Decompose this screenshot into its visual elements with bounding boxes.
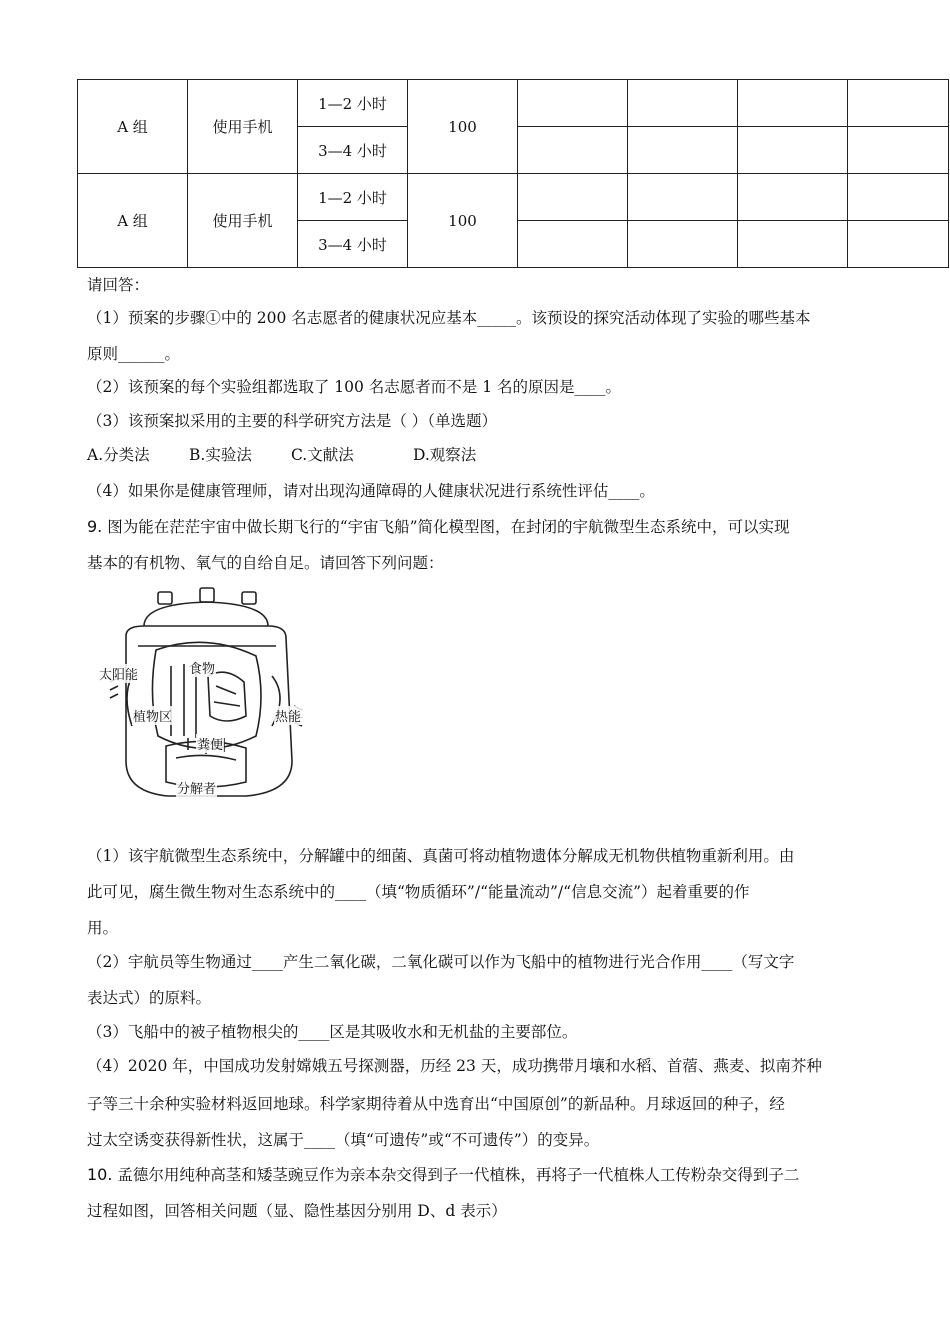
q8-part1-line1: （1）预案的步骤①中的 200 名志愿者的健康状况应基本_____。该预设的探究活动体现了实验的哪些基本 [87, 309, 811, 327]
table-cell-empty [518, 127, 628, 174]
table-row [78, 80, 949, 127]
table-cell-group: A 组 [78, 80, 188, 174]
q8-part2: （2）该预案的每个实验组都选取了 100 名志愿者而不是 1 名的原因是____。 [87, 378, 622, 396]
table-cell-group: A 组 [78, 174, 188, 268]
q9-part4-line1: （4）2020 年，中国成功发射嫦娥五号探测器，历经 23 天，成功携带月壤和水稻、首蓿、燕麦、拟南芥种 [87, 1057, 822, 1075]
table-cell-empty [738, 221, 848, 268]
table-cell-empty [628, 127, 738, 174]
q8-options [87, 445, 476, 465]
label-food: 食物 [188, 658, 216, 677]
table-cell-condition: 使用手机 [188, 80, 298, 174]
data-table [77, 79, 949, 268]
table-cell-duration: 3—4 小时 [298, 127, 408, 174]
q8-part3: （3）该预案拟采用的主要的科学研究方法是（ ）（单选题） [87, 412, 498, 430]
table-cell-duration: 1—2 小时 [298, 80, 408, 127]
table-cell-duration: 1—2 小时 [298, 174, 408, 221]
table-cell-empty [518, 221, 628, 268]
table-cell-empty [738, 174, 848, 221]
q9-part2-line1: （2）宇航员等生物通过____产生二氧化碳，二氧化碳可以作为飞船中的植物进行光合作用____（写文字 [87, 953, 795, 971]
q9-part4-line3: 过太空诱变获得新性状，这属于____（填“可遗传”或“不可遗传”）的变异。 [87, 1131, 600, 1149]
table-cell-empty [738, 127, 848, 174]
q10-stem-line1 [87, 1165, 799, 1185]
q10-number: 10. [87, 1165, 113, 1184]
q10-stem-text: 孟德尔用纯种高茎和矮茎豌豆作为亲本杂交得到子一代植株，再将子一代植株人工传粉杂交得到子二 [112, 1166, 800, 1184]
table-cell-empty [518, 80, 628, 127]
label-plant-area: 植物区 [132, 706, 173, 725]
table-cell-empty [848, 127, 949, 174]
table-cell-empty [628, 80, 738, 127]
table-cell-empty [848, 221, 949, 268]
q8-part1-line2: 原则______。 [87, 345, 181, 363]
table-cell-duration: 3—4 小时 [298, 221, 408, 268]
q9-part2-line2: 表达式）的原料。 [87, 989, 212, 1007]
table-cell-empty [628, 174, 738, 221]
q9-part1-line3: 用。 [87, 919, 119, 937]
table-cell-count: 100 [408, 174, 518, 268]
q8-part4: （4）如果你是健康管理师，请对出现沟通障碍的人健康状况进行系统性评估____。 [87, 482, 655, 500]
table-cell-empty [848, 174, 949, 221]
table-cell-empty [628, 221, 738, 268]
spaceship-drawing [96, 586, 318, 808]
option-c: C.文献法 [291, 446, 354, 464]
q9-part4-line2: 子等三十余种实验材料返回地球。科学家期待着从中选育出“中国原创”的新品种。月球返回的种子，经 [87, 1095, 785, 1113]
table-row [78, 174, 949, 221]
q9-stem-line1 [87, 517, 790, 537]
q8-intro: 请回答： [87, 276, 150, 294]
q9-stem-line2: 基本的有机物、氧气的自给自足。请回答下列问题： [87, 554, 444, 572]
table-cell-empty [738, 80, 848, 127]
spaceship-diagram [96, 586, 318, 808]
q9-part3: （3）飞船中的被子植物根尖的____区是其吸收水和无机盐的主要部位。 [87, 1023, 578, 1041]
table-cell-empty [848, 80, 949, 127]
label-feces: 粪便 [196, 734, 224, 753]
table-cell-empty [518, 174, 628, 221]
q9-part1-line2: 此可见，腐生微生物对生态系统中的____（填“物质循环”/“能量流动”/“信息交流”）起着重要的作 [87, 883, 750, 901]
option-d: D.观察法 [413, 446, 477, 464]
option-b: B.实验法 [189, 446, 252, 464]
q9-stem-text: 图为能在茫茫宇宙中做长期飞行的“宇宙飞船”简化模型图，在封闭的宇航微型生态系统中，可以实现 [102, 518, 790, 536]
table-cell-count: 100 [408, 80, 518, 174]
q9-part1-line1: （1）该宇航微型生态系统中，分解罐中的细菌、真菌可将动植物遗体分解成无机物供植物重新利用。由 [87, 847, 795, 865]
table-cell-condition: 使用手机 [188, 174, 298, 268]
label-heat-energy: 热能 [274, 706, 302, 725]
q9-number: 9. [87, 517, 103, 536]
label-decomposer: 分解者 [176, 778, 217, 797]
label-solar-energy: 太阳能 [98, 664, 139, 683]
q10-stem-line2: 过程如图，回答相关问题（显、隐性基因分别用 D、d 表示） [87, 1202, 507, 1220]
option-a: A.分类法 [87, 446, 150, 464]
